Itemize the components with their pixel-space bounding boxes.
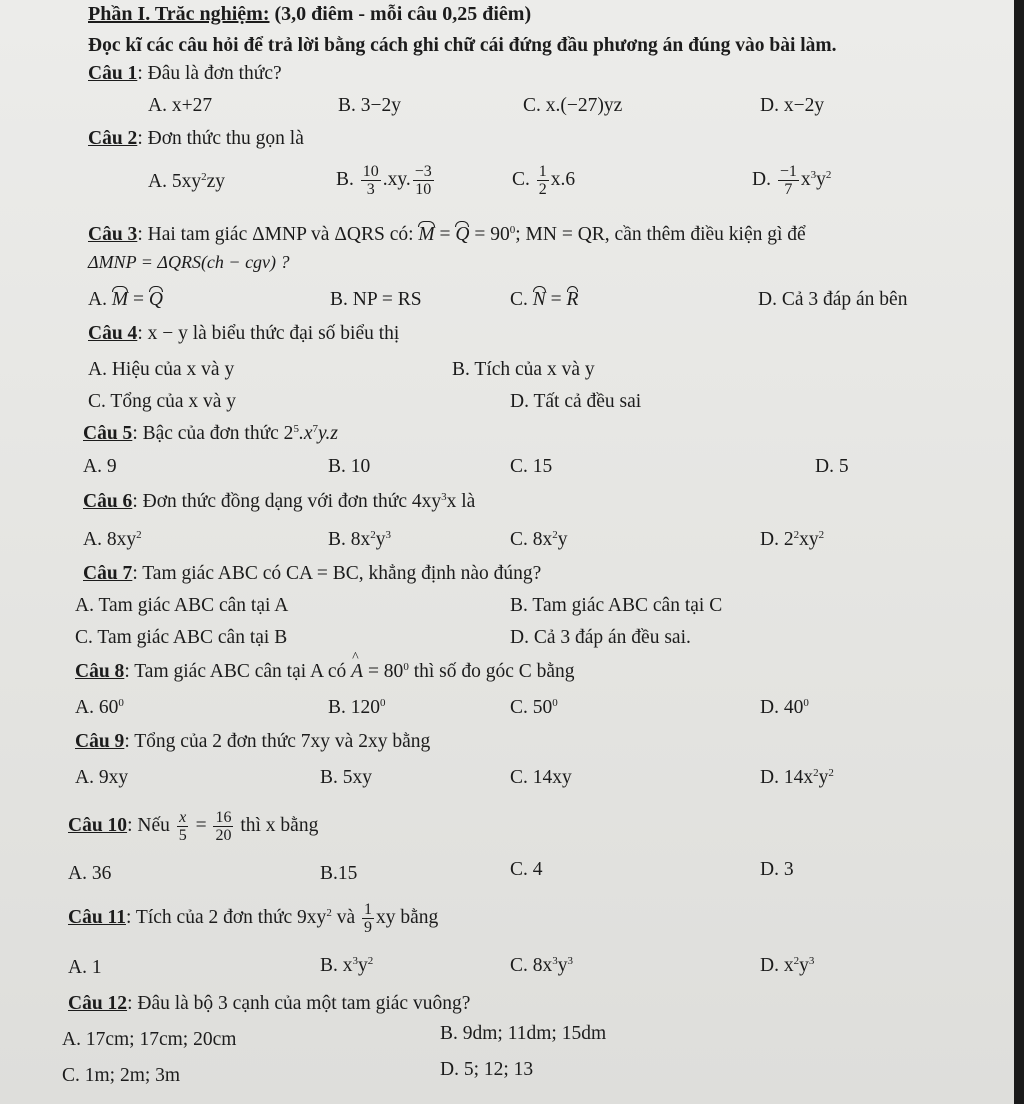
q7-option-b: B. Tam giác ABC cân tại C	[510, 595, 723, 616]
q5-option-a: A. 9	[83, 456, 117, 477]
q10-option-c: C. 4	[510, 859, 543, 880]
q4-option-a: A. Hiệu của x và y	[88, 359, 235, 380]
q8-option-a: A. $60^0$	[75, 697, 124, 718]
part-title: Phần I. Trăc nghiệm:	[88, 3, 270, 25]
q5-option-c: C. 15	[510, 456, 553, 477]
q3-option-d: D. Cả 3 đáp án bên	[758, 289, 908, 310]
q6-option-c: C. $8x^2y$	[510, 529, 568, 550]
q2-option-a: A. $5xy^2zy$	[148, 171, 225, 192]
q11-option-b: B. $x^3y^2$	[320, 955, 374, 976]
q12-option-a: A. 17cm; 17cm; 20cm	[62, 1029, 237, 1050]
q1-option-a: A. x+27	[148, 95, 213, 116]
q9-option-a: A. 9xy	[75, 767, 129, 788]
q4-option-c: C. Tổng của x và y	[88, 391, 237, 412]
q8-option-d: D. $40^0$	[760, 697, 809, 718]
q9-option-c: C. 14xy	[510, 767, 572, 788]
q8-option-c: C. $50^0$	[510, 697, 558, 718]
part-heading	[88, 2, 531, 26]
q11-option-a: A. 1	[68, 957, 102, 978]
q10-option-d: D. 3	[760, 859, 794, 880]
q2-option-b: B. $\frac{10}{3}$ .xy. $\frac{-3}{10}$	[336, 163, 432, 199]
q7-option-c: C. Tam giác ABC cân tại B	[75, 627, 288, 648]
question-1: Câu 1: Đâu là đơn thức?	[88, 63, 282, 84]
q6-option-b: B. $8x^2y^3$	[328, 529, 392, 550]
q5-option-b: B. 10	[328, 456, 371, 477]
question-2: Câu 2: Đơn thức thu gọn là	[88, 128, 304, 149]
question-12: Câu 12: Đâu là bộ 3 cạnh của một tam giác vuông?	[68, 993, 471, 1014]
q8-option-b: B. $120^0$	[328, 697, 386, 718]
question-5: Câu 5: Bậc của đơn thức $2^5.x^7y.z$	[83, 423, 339, 444]
q9-option-b: B. 5xy	[320, 767, 373, 788]
question-8: Câu 8: Tam giác ABC cân tại A có ^ $A = 80^0$ thì số đo góc C bằng	[75, 660, 575, 684]
question-7: Câu 7: Tam giác ABC có CA = BC, khẳng định nào đúng?	[83, 563, 542, 584]
q10-option-a: A. 36	[68, 863, 112, 884]
photo-dark-edge	[1014, 0, 1024, 1104]
question-4: Câu 4: x − y là biểu thức đại số biểu thị	[88, 323, 400, 344]
question-6: Câu 6: Đơn thức đồng dạng với đơn thức $4xy^3x$ là	[83, 491, 476, 512]
q4-option-b: B. Tích của x và y	[452, 359, 595, 380]
q4-option-d: D. Tất cả đều sai	[510, 391, 642, 412]
question-3: Câu 3: Hai tam giác ΔMNP và ΔQRS có: $M = Q = 90^0$; MN = QR, cần thêm điều kiện gì để	[88, 224, 806, 245]
q2-option-c: C. $\frac{1}{2}$ x.6	[512, 163, 576, 199]
q7-option-d: D. Cả 3 đáp án đều sai.	[510, 627, 691, 648]
q9-option-d: D. $14x^2y^2$	[760, 767, 834, 788]
q1-option-c: C. x.(−27)yz	[523, 95, 623, 116]
q2-option-d: D. $\frac{-1}{7}$ $x^3y^2$	[752, 163, 832, 199]
q5-option-d: D. 5	[815, 456, 849, 477]
instruction: Đọc kĩ các câu hỏi để trả lời bằng cách ghi chữ cái đứng đầu phương án đúng vào bài làm.	[88, 35, 837, 56]
q1-option-b: B. 3−2y	[338, 95, 402, 116]
question-9: Câu 9: Tổng của 2 đơn thức 7xy và 2xy bằng	[75, 731, 431, 752]
part-points: (3,0 điêm - mỗi câu 0,25 điêm)	[269, 3, 532, 25]
q11-option-d: D. $x^2y^3$	[760, 955, 815, 976]
q6-option-a: A. $8xy^2$	[83, 529, 142, 550]
q3-option-a: A. M = Q	[88, 289, 163, 310]
q12-option-c: C. 1m; 2m; 3m	[62, 1065, 181, 1086]
q6-option-d: D. $2^2xy^2$	[760, 529, 825, 550]
q11-option-c: C. $8x^3y^3$	[510, 955, 574, 976]
question-11: Câu 11: Tích của 2 đơn thức $9xy^2$ và $\frac{1}{9}$ xy bằng	[68, 901, 439, 937]
q12-option-d: D. 5; 12; 13	[440, 1059, 534, 1080]
question-10: Câu 10: Nếu $\frac{x}{5}$ = $\frac{16}{20}$ thì x bằng	[68, 809, 319, 845]
q10-option-b: B.15	[320, 863, 358, 884]
q3-option-c: C. N = R	[510, 289, 579, 310]
q1-option-d: D. x−2y	[760, 95, 825, 116]
q3-condition: ΔMNP = ΔQRS(ch − cgv) ?	[88, 252, 290, 272]
q12-option-b: B. 9dm; 11dm; 15dm	[440, 1023, 607, 1044]
q3-option-b: B. NP = RS	[330, 289, 422, 310]
q7-option-a: A. Tam giác ABC cân tại A	[75, 595, 289, 616]
